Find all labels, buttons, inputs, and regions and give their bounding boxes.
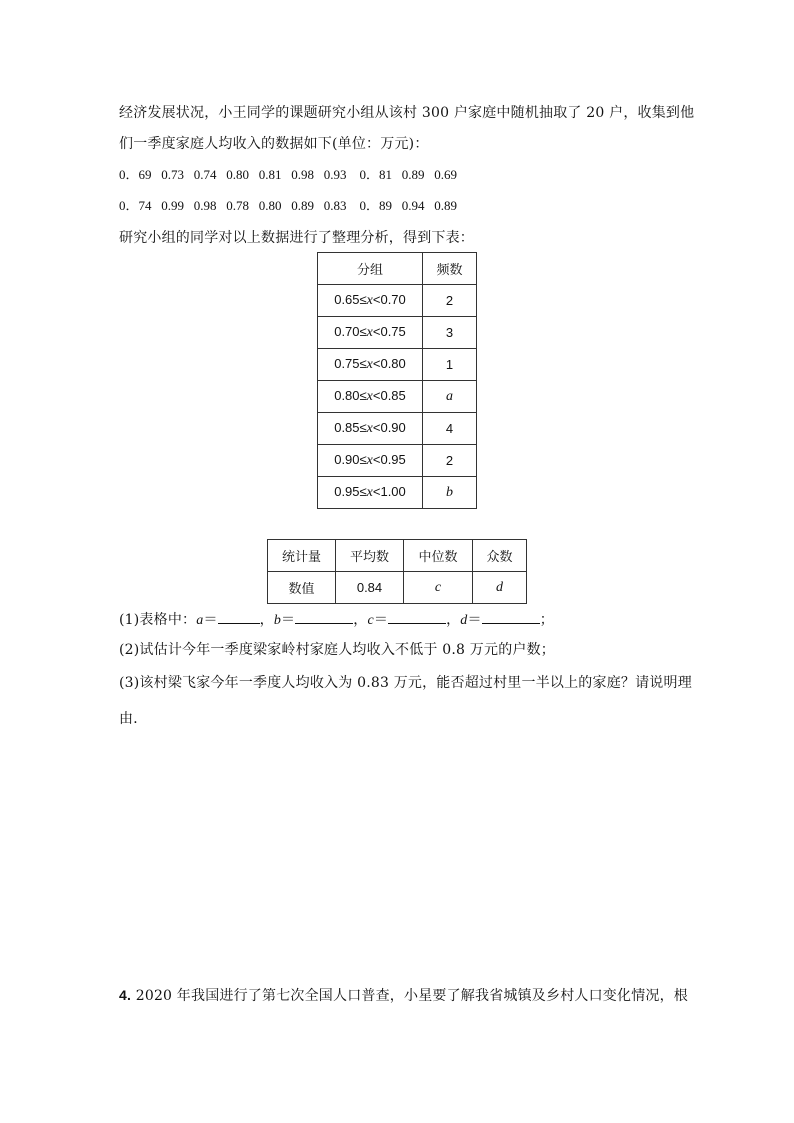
freq-count-cell: 3: [423, 317, 477, 349]
freq-count-cell: 2: [423, 445, 477, 477]
freq-range-cell: 0.75≤x<0.80: [318, 349, 423, 381]
freq-range-cell: 0.95≤x<1.00: [318, 477, 423, 509]
intro-line-2: 们一季度家庭人均收入的数据如下(单位：万元)：: [119, 136, 429, 152]
stat-header-mean: 平均数: [336, 540, 404, 572]
freq-header-group: 分组: [318, 253, 423, 285]
table-row: [318, 413, 477, 445]
stat-median-value: c: [404, 572, 473, 604]
freq-range-cell: 0.70≤x<0.75: [318, 317, 423, 349]
intro-line-1: 经济发展状况，小王同学的课题研究小组从该村 300 户家庭中随机抽取了 20 户，收集到他: [119, 105, 695, 121]
problem-4-line: [119, 985, 688, 1006]
table-row: [318, 349, 477, 381]
question-3-line-1: (3)该村梁飞家今年一季度人均收入为 0.83 万元，能否超过村里一半以上的家庭？请说明理: [119, 675, 692, 691]
question-3-line-2: 由．: [119, 711, 148, 727]
frequency-table: [317, 252, 477, 509]
stat-header-mode: 众数: [473, 540, 527, 572]
freq-count-cell: 2: [423, 285, 477, 317]
table-row: [318, 317, 477, 349]
freq-range-cell: 0.85≤x<0.90: [318, 413, 423, 445]
data-row-1: 0．69 0.73 0.74 0.80 0.81 0.98 0.93 0．81 0.89 0.69: [119, 167, 457, 182]
freq-range-cell: 0.90≤x<0.95: [318, 445, 423, 477]
question-1: (1)表格中：a＝ ，b＝ ，c＝ ，d＝ ；: [119, 609, 554, 631]
answer-blank-d[interactable]: [482, 609, 540, 624]
freq-range-cell: 0.65≤x<0.70: [318, 285, 423, 317]
freq-count-cell: 1: [423, 349, 477, 381]
stat-table-header-row: [268, 540, 527, 572]
table-row: [318, 381, 477, 413]
stat-mean-value: 0.84: [336, 572, 404, 604]
stat-header-median: 中位数: [404, 540, 473, 572]
stat-mode-value: d: [473, 572, 527, 604]
freq-count-cell: a: [423, 381, 477, 413]
answer-blank-b[interactable]: [295, 609, 353, 624]
table-row: [318, 477, 477, 509]
stat-header-statistic: 统计量: [268, 540, 336, 572]
freq-count-cell: b: [423, 477, 477, 509]
table-row: [268, 572, 527, 604]
table-row: [318, 285, 477, 317]
stat-row-label: 数值: [268, 572, 336, 604]
problem-4-number: 4.: [119, 987, 132, 1003]
freq-table-header-row: [318, 253, 477, 285]
freq-count-cell: 4: [423, 413, 477, 445]
answer-blank-a[interactable]: [218, 609, 260, 624]
freq-header-count: 频数: [423, 253, 477, 285]
data-row-2: 0．74 0.99 0.98 0.78 0.80 0.89 0.83 0．89 0.94 0.89: [119, 198, 457, 213]
table-row: [318, 445, 477, 477]
analysis-line: 研究小组的同学对以上数据进行了整理分析，得到下表：: [119, 230, 474, 246]
answer-blank-c[interactable]: [388, 609, 446, 624]
statistics-table: [267, 539, 527, 604]
freq-range-cell: 0.80≤x<0.85: [318, 381, 423, 413]
question-2: (2)试估计今年一季度梁家岭村家庭人均收入不低于 0.8 万元的户数；: [119, 642, 555, 658]
problem-4-text: 2020 年我国进行了第七次全国人口普查，小星要了解我省城镇及乡村人口变化情况，根: [131, 988, 689, 1004]
